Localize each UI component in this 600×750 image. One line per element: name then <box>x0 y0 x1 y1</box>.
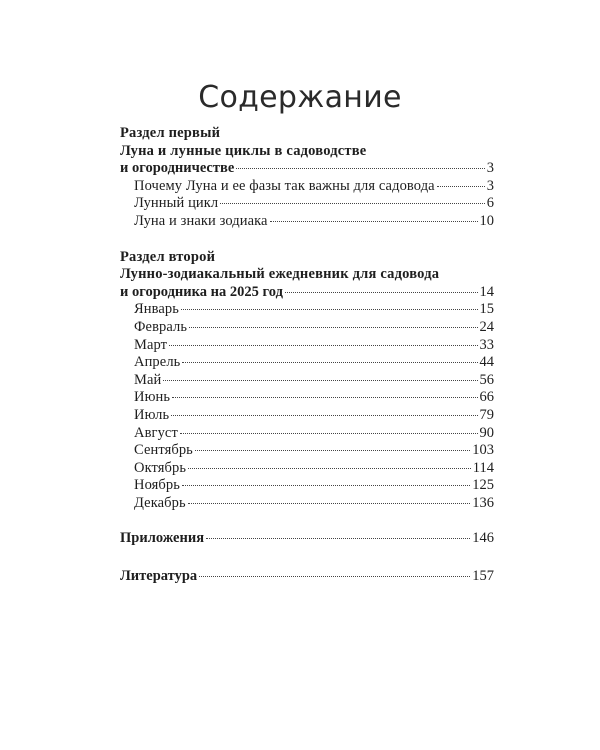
page-number: 3 <box>486 177 494 194</box>
toc-entry-month[interactable] <box>120 301 494 319</box>
toc-entry-label: Август <box>134 424 178 441</box>
dot-leader <box>182 362 477 363</box>
toc-entry-label: Июнь <box>134 389 171 406</box>
toc-entry-label: Январь <box>134 301 179 318</box>
toc-entry-label: Апрель <box>134 354 181 371</box>
toc-entry-section-2[interactable] <box>120 284 494 302</box>
toc-entry-label: Ноябрь <box>134 477 180 494</box>
dot-leader <box>236 168 484 169</box>
dot-leader <box>181 309 478 310</box>
page-number: 90 <box>479 424 494 441</box>
toc-entry-label: Май <box>134 371 162 388</box>
table-of-contents <box>120 125 494 586</box>
toc-entry-month[interactable] <box>120 460 494 478</box>
page-number: 24 <box>479 318 494 335</box>
page-number: 66 <box>479 389 494 406</box>
dot-leader <box>169 345 477 346</box>
toc-entry-month[interactable] <box>120 407 494 425</box>
toc-entry-label: Октябрь <box>134 459 187 476</box>
dot-leader <box>199 576 470 577</box>
dot-leader <box>182 485 470 486</box>
toc-entry-label: Луна и знаки зодиака <box>134 212 268 229</box>
spacer <box>120 548 494 568</box>
dot-leader <box>195 450 470 451</box>
toc-entry-month[interactable] <box>120 372 494 390</box>
section-2-label: Раздел второй <box>120 248 216 265</box>
toc-entry-label: Февраль <box>134 318 188 335</box>
page-number: 125 <box>472 477 494 494</box>
toc-entry-month[interactable] <box>120 495 494 513</box>
page-number: 10 <box>479 212 494 229</box>
page-number: 79 <box>479 406 494 423</box>
section-1-label: Раздел первый <box>120 125 221 141</box>
dot-leader <box>270 221 478 222</box>
dot-leader <box>180 433 478 434</box>
spacer <box>120 231 494 249</box>
toc-entry-month[interactable] <box>120 477 494 495</box>
toc-entry-month[interactable] <box>120 354 494 372</box>
page-number: 136 <box>472 494 494 511</box>
dot-leader <box>171 415 477 416</box>
page-number: 3 <box>486 160 494 177</box>
toc-entry-label: Сентябрь <box>134 442 193 459</box>
dot-leader <box>220 203 484 204</box>
page-number: 15 <box>479 301 494 318</box>
section-1-title-line-1: Луна и лунные циклы в садоводстве <box>120 142 367 159</box>
toc-entry-month[interactable] <box>120 389 494 407</box>
section-2-title-line-1: Лунно-зодиакальный ежедневник для садовода <box>120 266 440 283</box>
toc-entry[interactable] <box>120 195 494 213</box>
toc-entry-month[interactable] <box>120 442 494 460</box>
dot-leader <box>437 186 485 187</box>
dot-leader <box>189 327 477 328</box>
page-number: 14 <box>479 283 494 300</box>
dot-leader <box>188 468 471 469</box>
toc-entry-month[interactable] <box>120 319 494 337</box>
dot-leader <box>172 397 477 398</box>
page-number: 44 <box>479 354 494 371</box>
appendix-label: Приложения <box>120 530 205 547</box>
toc-entry-label: Декабрь <box>134 494 186 511</box>
page-number: 33 <box>479 336 494 353</box>
dot-leader <box>206 538 470 539</box>
section-1-title-line-2: и огородничестве <box>120 160 235 177</box>
toc-entry-literature[interactable] <box>120 568 494 586</box>
page-number: 157 <box>472 568 494 585</box>
dot-leader <box>163 380 477 381</box>
toc-entry-label: Март <box>134 336 168 353</box>
toc-entry[interactable] <box>120 178 494 196</box>
spacer <box>120 512 494 530</box>
page-number: 146 <box>472 530 494 547</box>
section-2-title-line-2: и огородника на 2025 год <box>120 283 283 300</box>
page-title: Содержание <box>198 80 402 115</box>
toc-entry-label: Июль <box>134 406 170 423</box>
toc-entry-month[interactable] <box>120 425 494 443</box>
dot-leader <box>285 292 478 293</box>
page-number: 114 <box>472 459 494 476</box>
toc-entry-appendix[interactable] <box>120 530 494 548</box>
toc-entry-month[interactable] <box>120 337 494 355</box>
literature-label: Литература <box>120 568 198 585</box>
page-number: 56 <box>479 371 494 388</box>
dot-leader <box>188 503 471 504</box>
toc-entry-label: Лунный цикл <box>134 195 219 212</box>
toc-entry-label: Почему Луна и ее фазы так важны для садовода <box>134 177 435 194</box>
toc-entry-section-1[interactable] <box>120 160 494 178</box>
page-number: 6 <box>486 195 494 212</box>
page-number: 103 <box>472 442 494 459</box>
toc-entry[interactable] <box>120 213 494 231</box>
